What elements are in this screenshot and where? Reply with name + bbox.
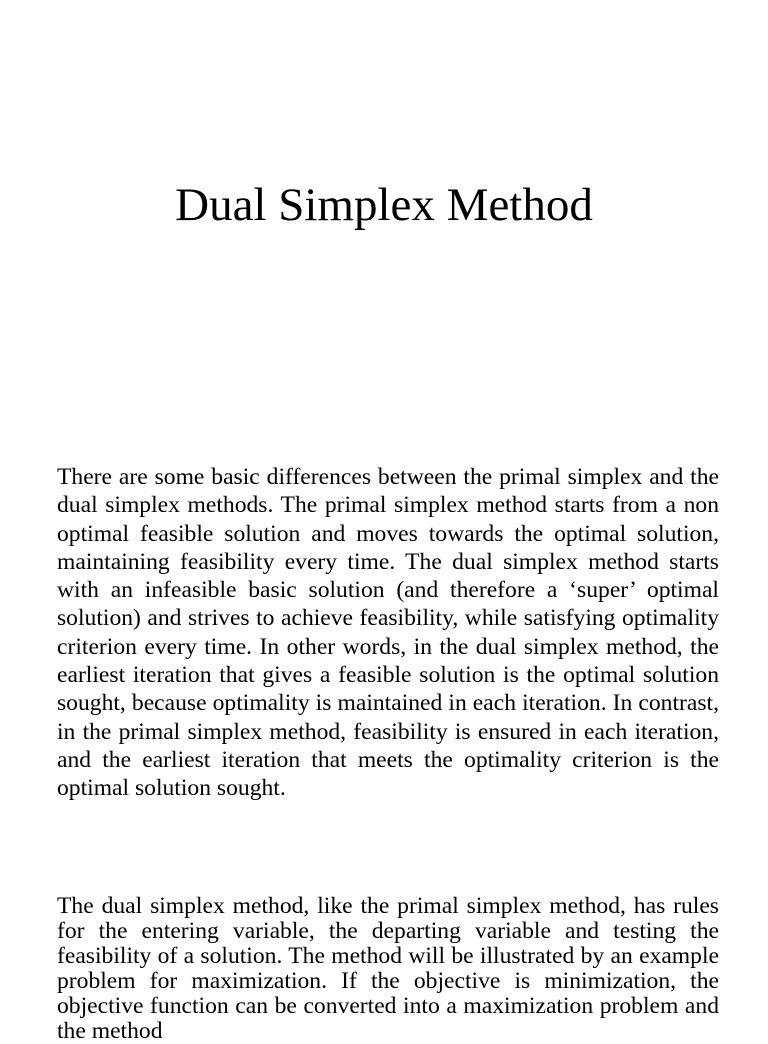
body-paragraph-2: The dual simplex method, like the primal simplex method, has rules for the entering variable, the departing variable and testing the feasibility of a solution. The method will be illustrated by an example problem for maximization. If the objective is minimization, the objective function can be converted into a maximization problem and the method xyxy=(57,893,719,1044)
body-paragraph-1: There are some basic differences between the primal simplex and the dual simplex methods. The primal simplex method starts from a non optimal feasible solution and moves towards the optimal solution, maintaining feasibility every time. The dual simplex method starts with an infeasible basic solution (and therefore a ‘super’ optimal solution) and strives to achieve feasibility, while satisfying optimality criterion every time. In other words, in the dual simplex method, the earliest iteration that gives a feasible solution is the optimal solution sought, because optimality is maintained in each iteration. In contrast, in the primal simplex method, feasibility is ensured in each iteration, and the earliest iteration that meets the optimality criterion is the optimal solution sought. xyxy=(57,464,719,802)
page-title: Dual Simplex Method xyxy=(175,179,593,231)
